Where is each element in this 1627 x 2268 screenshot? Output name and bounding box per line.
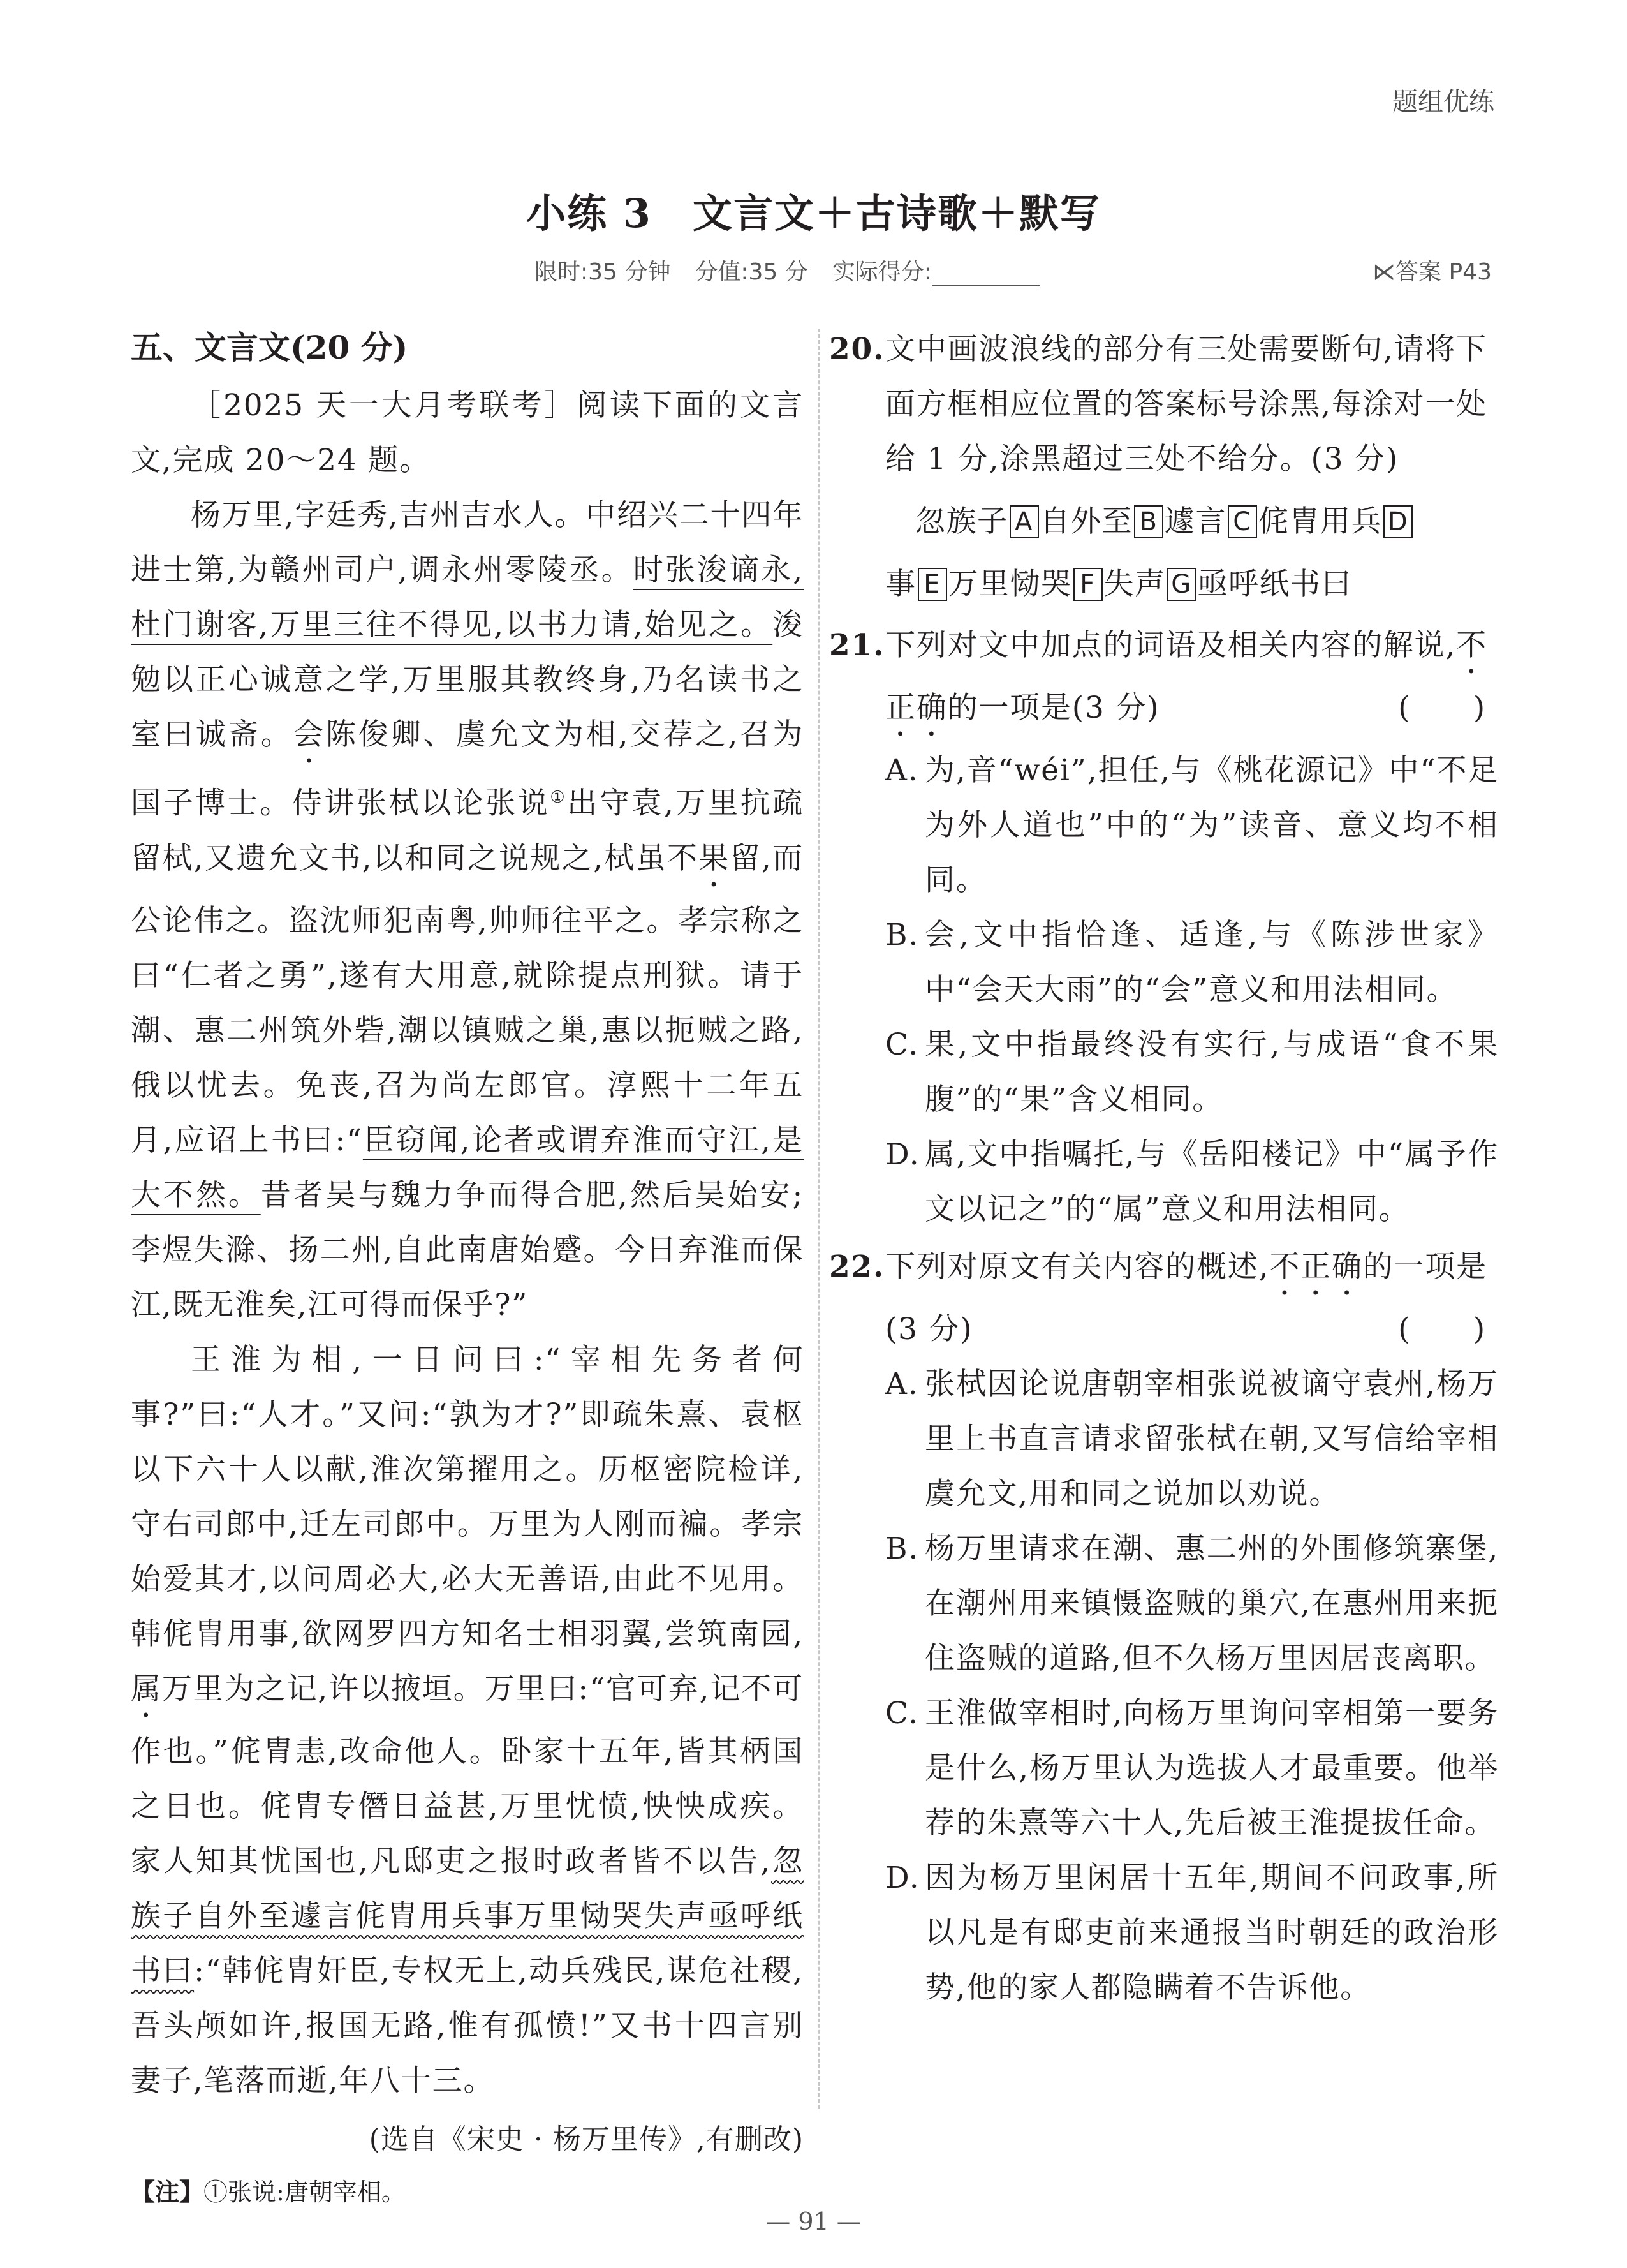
option-text: 张栻因论说唐朝宰相张说被谪守袁州,杨万里上书直言请求留张栻在朝,又写信给宰相虞允文,用和同之说加以劝说。 — [925, 1367, 1499, 1511]
passage-text: 出守袁,万里抗疏留栻,又遗允文书,以和同之说规之,栻虽不 — [131, 785, 804, 876]
answer-paren[interactable]: ( ) — [1398, 690, 1486, 725]
break-box-f[interactable]: F — [1073, 568, 1103, 601]
reading-intro: ［2025 天一大月考联考］阅读下面的文言文,完成 20～24 题。 — [131, 388, 804, 478]
option-label: B. — [885, 1531, 920, 1566]
option-label: C. — [885, 1027, 919, 1062]
answer-paren[interactable]: ( ) — [1398, 1312, 1486, 1347]
underlined-sentence: 臣窃闻,论者或谓弃淮而守江,是大不然。 — [131, 1122, 804, 1213]
passage-source: (选自《宋史 · 杨万里传》,有删改) — [369, 2123, 804, 2156]
column-divider — [818, 329, 820, 2109]
question-stem: 文中画波浪线的部分有三处需要断句,请将下面方框相应位置的答案标号涂黑,每涂对一处给 1 分,涂黑超过三处不给分。(3 分) — [885, 332, 1487, 477]
note-label: 【注】 — [131, 2177, 204, 2206]
option-text: 为,音“wéi”,担任,与《桃花源记》中“不足为外人道也”中的“为”读音、意义均不相同。 — [925, 753, 1499, 898]
page-title: 小练 3 文言文＋古诗歌＋默写 — [526, 190, 1101, 237]
dotted-word-zhu: 属 — [131, 1671, 162, 1707]
passage-paragraph-2 — [131, 1333, 804, 2109]
emphasized-not-correct: 不正确 — [1269, 1249, 1363, 1284]
answer-reference: ⋉答案 P43 — [1373, 259, 1492, 285]
break-sentence-line-1 — [829, 491, 1499, 553]
option-label: B. — [885, 917, 920, 952]
question-number: 22. — [829, 1249, 885, 1284]
sentence-segment: 遽言 — [1165, 504, 1226, 539]
actual-score-label: 实际得分: — [832, 259, 932, 285]
option-b[interactable] — [829, 1522, 1499, 1686]
option-text: 属,文中指嘱托,与《岳阳楼记》中“属予作文以记之”的“属”意义和用法相同。 — [925, 1137, 1499, 1227]
break-box-a[interactable]: A — [1010, 505, 1039, 538]
question-20 — [829, 322, 1499, 487]
sentence-segment: 万里恸哭 — [948, 567, 1072, 602]
question-21 — [829, 618, 1499, 743]
sentence-segment: 自外至 — [1040, 504, 1133, 539]
score-total: 分值:35 分 — [695, 259, 808, 285]
break-box-b[interactable]: B — [1134, 505, 1163, 538]
option-a[interactable] — [829, 743, 1499, 908]
passage-text: 留,而公论伟之。盗沈师犯南粤,帅师往平之。孝宗称之曰“仁者之勇”,遂有大用意,就除提点刑狱。请于潮、惠二州筑外砦,潮以镇贼之巢,惠以扼贼之路,俄以忧去。免丧,召为尚左郎官。淳熙十二年五月,应诏上书曰:“ — [131, 840, 804, 1158]
option-label: A. — [885, 753, 919, 788]
option-label: D. — [885, 1860, 920, 1895]
section-tag: 题组优练 — [1392, 87, 1494, 117]
passage-text: :“韩侂胄奸臣,专权无上,动兵残民,谋危社稷,吾头颅如许,报国无路,惟有孤愤!”又书十四言别妻子,笔落而逝,年八十三。 — [131, 1953, 804, 2098]
option-a[interactable] — [829, 1357, 1499, 1522]
passage-paragraph-1 — [131, 488, 804, 1333]
sentence-segment: 亟呼纸书曰 — [1197, 567, 1352, 602]
question-stem: 下列对原文有关内容的概述, — [885, 1249, 1270, 1284]
break-box-g[interactable]: G — [1167, 568, 1196, 601]
break-box-c[interactable]: C — [1228, 505, 1257, 538]
question-stem: 的一项是(3 分) — [885, 1249, 1487, 1347]
question-22 — [829, 1240, 1499, 1357]
option-label: C. — [885, 1696, 919, 1731]
question-stem: 下列对文中加点的词语及相关内容的解说, — [885, 628, 1457, 663]
wavy-underlined-text: 忽族子自外至遽言侂胄用兵事万里恸哭失声亟呼纸书曰 — [131, 1843, 804, 1989]
sentence-segment: 忽族子 — [915, 504, 1008, 539]
passage-text: 王淮为相,一日问曰:“宰相先务者何事?”曰:“人才。”又问:“孰为才?”即疏朱熹、袁枢以下六十人以献,淮次第擢用之。历枢密院检详,守右司郎中,迁左司郎中。万里为人刚而褊。孝宗始爱其才,以问周必大,必大无善语,由此不见用。韩侂胄用事,欲网罗四方知名士相羽翼,尝筑南园, — [131, 1342, 804, 1652]
footnote-mark: ① — [550, 788, 568, 807]
note-text: ①张说:唐朝宰相。 — [203, 2177, 406, 2206]
dotted-word-guo: 果 — [698, 840, 730, 876]
passage-text: 杨万里,字廷秀,吉州吉水人。中绍兴二十四年进士第,为赣州司户,调永州零陵丞。 — [131, 498, 804, 588]
dotted-word-hui: 会 — [293, 717, 326, 752]
option-c[interactable] — [829, 1018, 1499, 1127]
option-text: 杨万里请求在潮、惠二州的外围修筑寨堡,在潮州用来镇慑盗贼的巢穴,在惠州用来扼住盗贼的道路,但不久杨万里因居丧离职。 — [925, 1531, 1499, 1676]
option-label: A. — [885, 1367, 919, 1402]
right-column — [829, 322, 1499, 2015]
actual-score-blank — [932, 263, 1040, 286]
left-column — [131, 322, 804, 2212]
break-box-e[interactable]: E — [918, 568, 947, 601]
passage-text: 昔者吴与魏力争而得合肥,然后吴始安;李煜失滁、扬二州,自此南唐始蹙。今日弃淮而保江,既无淮矣,江可得而保乎?” — [131, 1177, 804, 1323]
option-d[interactable] — [829, 1127, 1499, 1237]
underlined-sentence: 时张浚谪永,杜门谢客,万里三往不得见,以书力请,始见之。 — [131, 552, 804, 642]
sentence-segment: 失声 — [1103, 567, 1166, 602]
question-stem: 的一项是(3 分) — [947, 690, 1160, 725]
option-c[interactable] — [829, 1686, 1499, 1851]
question-number: 21. — [829, 628, 885, 663]
exercise-meta — [534, 254, 1040, 286]
page-number: — 91 — — [766, 2207, 861, 2235]
option-b[interactable] — [829, 908, 1499, 1018]
passage-text: 浚勉以正心诚意之学,万里服其教终身,乃名读书之室曰诚斋。 — [131, 607, 804, 752]
passage-text: 万里为之记,许以掖垣。万里曰:“官可弃,记不可作也。”侂胄恚,改命他人。卧家十五年,皆其柄国之日也。侂胄专僭日益甚,万里忧愤,怏怏成疾。家人知其忧国也,凡邸吏之报时政者皆不以告, — [131, 1671, 804, 1879]
passage-text: 陈俊卿、虞允文为相,交荐之,召为国子博士。侍讲张栻以论张说 — [131, 717, 804, 821]
sentence-segment: 事 — [885, 567, 917, 602]
option-d[interactable] — [829, 1851, 1499, 2015]
emphasized-not-correct: 不正确 — [885, 628, 1487, 725]
section-heading: 五、文言文(20 分) — [131, 329, 408, 366]
question-number: 20. — [829, 332, 885, 367]
option-text: 王淮做宰相时,向杨万里询问宰相第一要务是什么,杨万里认为选拔人才最重要。他举荐的朱熹等六十人,先后被王淮提拔任命。 — [925, 1696, 1499, 1841]
time-limit: 限时:35 分钟 — [534, 259, 671, 285]
option-text: 果,文中指最终没有实行,与成语“食不果腹”的“果”含义相同。 — [925, 1027, 1499, 1117]
option-label: D. — [885, 1137, 920, 1172]
sentence-segment: 侂胄用兵 — [1258, 504, 1382, 539]
option-text: 会,文中指恰逢、适逢,与《陈涉世家》中“会天大雨”的“会”意义和用法相同。 — [925, 917, 1499, 1007]
option-text: 因为杨万里闲居十五年,期间不问政事,所以凡是有邸吏前来通报当时朝廷的政治形势,他的家人都隐瞒着不告诉他。 — [925, 1860, 1499, 2005]
footnote — [131, 2172, 804, 2212]
break-box-d[interactable]: D — [1383, 505, 1413, 538]
break-sentence-line-2 — [829, 553, 1499, 616]
